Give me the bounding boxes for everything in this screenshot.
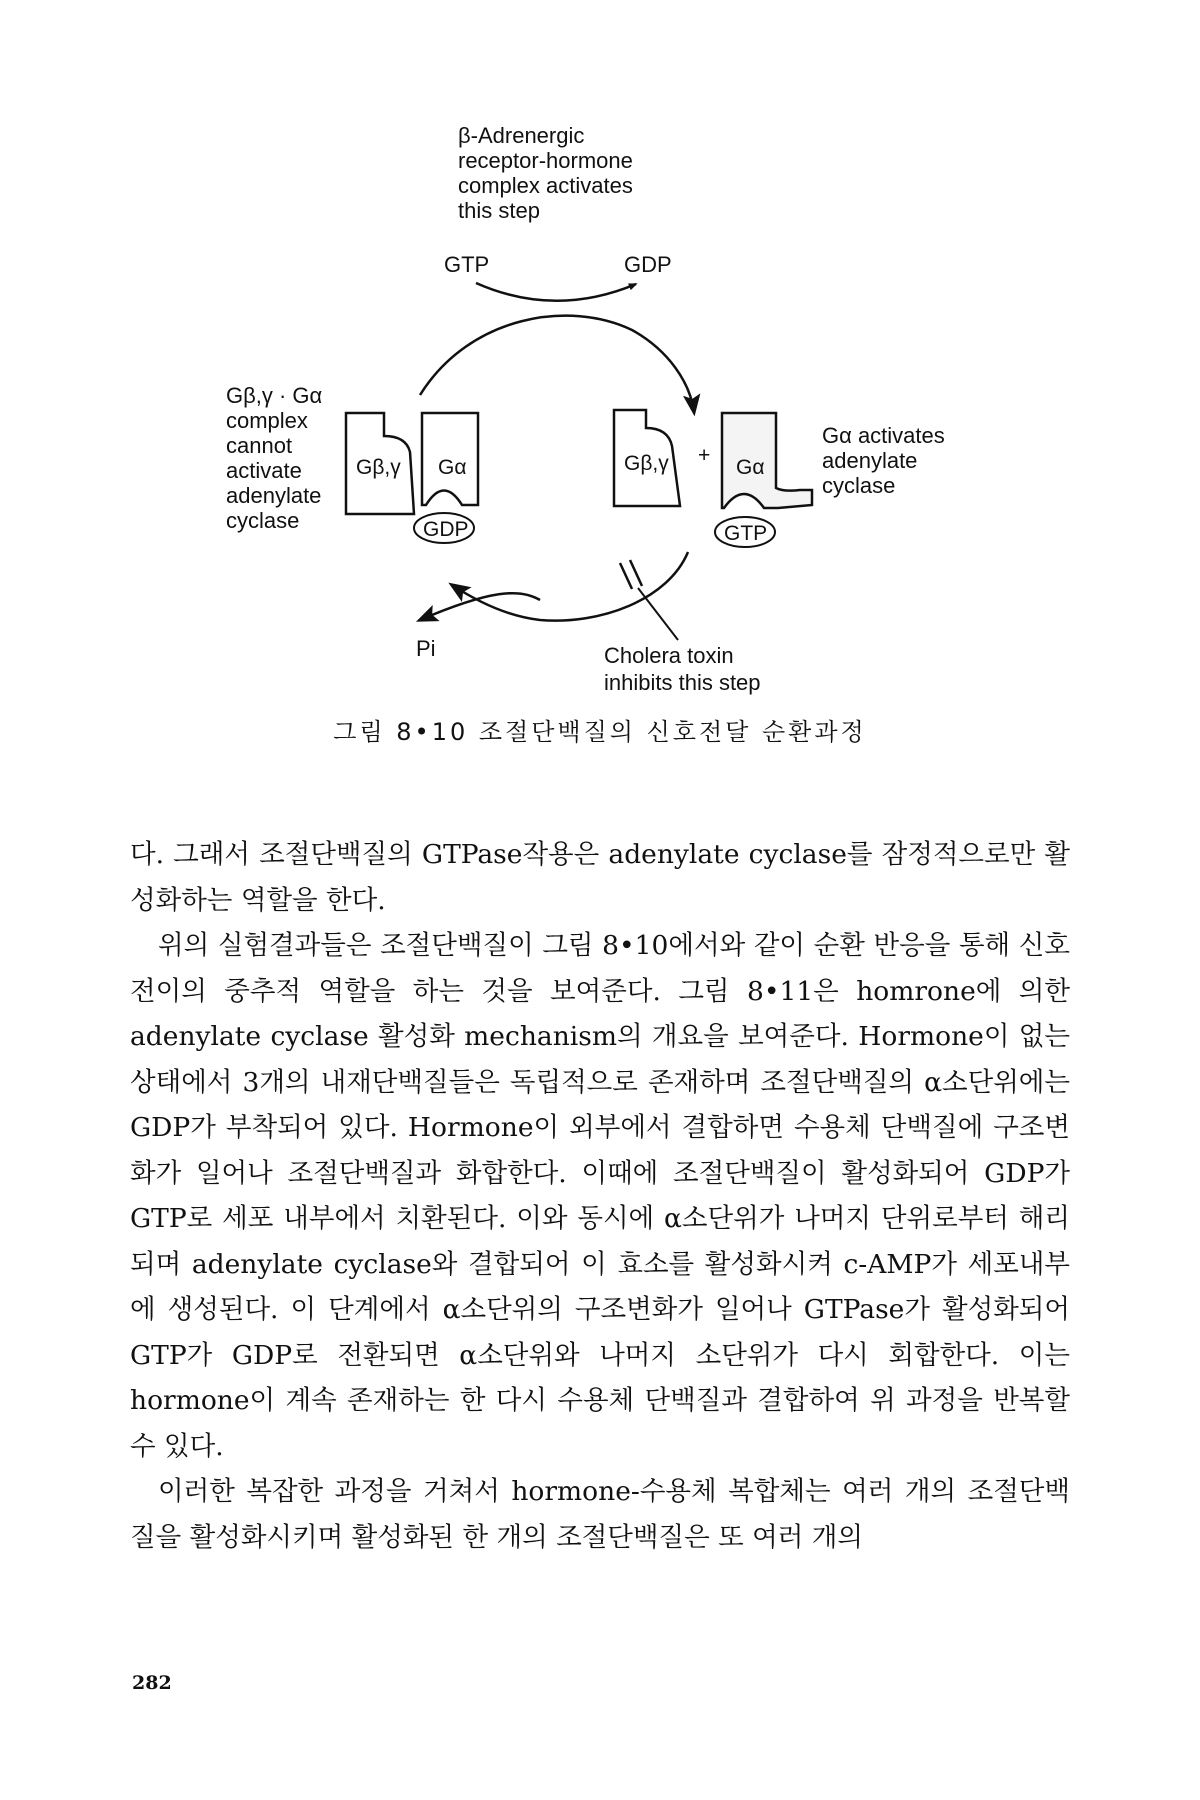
g-beta-gamma-label-left: Gβ,γ — [356, 456, 401, 479]
plus-sign: + — [698, 444, 711, 467]
active-g-protein-complex — [614, 410, 812, 547]
paragraph: 위의 실험결과들은 조절단백질이 그림 8•10에서와 같이 순환 반응을 통해 신호전이의 중추적 역할을 하는 것을 보여준다. 그림 8•11은 homrone에 의한 adenylate cyclase 활성화 mechanism의 개요을 보여준다. Hormone이 없는 상태에서 3개의 내재단백질들은 독립적으로 존재하며 조절단백질의 α소단위에는 GDP가 부착되어 있다. Hormone이 외부에서 결합하면 수용체 단백질에 구조변화가 일어나 조절단백질과 화합한다. 이때에 조절단백질이 활성화되어 GDP가 GTP로 세포 내부에서 치환된다. 이와 동시에 α소단위가 나머지 단위로부터 해리되며 adenylate cyclase와 결합되어 이 효소를 활성화시켜 c-AMP가 세포내부에 생성된다. 이 단계에서 α소단위의 구조변화가 일어나 GTPase가 활성화되어 GTP가 GDP로 전환되면 α소단위와 나머지 소단위가 다시 회합한다. 이는 hormone이 계속 존재하는 한 다시 수용체 단백질과 결합하여 위 과정을 반복할 수 있다. — [130, 930, 1070, 1462]
gtp-gdp-exchange-arrow — [476, 283, 636, 301]
right-annotation-line: Gα activates — [822, 423, 945, 448]
top-annotation-line: receptor-hormone — [458, 148, 633, 173]
paragraph: 다. 그래서 조절단백질의 GTPase작용은 adenylate cyclase를 잠정적으로만 활성화하는 역할을 한다. — [130, 839, 1070, 916]
inactive-g-protein-complex — [346, 413, 478, 543]
top-annotation-line: complex activates — [458, 173, 633, 198]
top-annotation-line: this step — [458, 198, 540, 223]
cycle-arc-hydrolysis — [452, 552, 688, 621]
right-annotation-line: cyclase — [822, 473, 896, 498]
figure-caption: 그림 8•10 조절단백질의 신호전달 순환과정 — [333, 718, 867, 746]
gtp-in-label: GTP — [444, 252, 490, 277]
bottom-annotation — [604, 643, 761, 695]
left-annotation — [226, 383, 323, 533]
g-alpha-label-left: Gα — [438, 456, 467, 479]
g-beta-gamma-label-right: Gβ,γ — [624, 452, 669, 475]
left-annotation-line: Gβ,γ · Gα — [226, 383, 323, 408]
left-annotation-line: cannot — [226, 433, 293, 458]
left-annotation-line: cyclase — [226, 508, 300, 533]
g-alpha-label-right: Gα — [736, 456, 765, 479]
gdp-out-label: GDP — [624, 252, 672, 277]
bottom-annotation-line: inhibits this step — [604, 670, 761, 695]
right-annotation-line: adenylate — [822, 448, 918, 473]
top-annotation — [458, 123, 633, 223]
top-annotation-line: β-Adrenergic — [458, 123, 585, 148]
gtp-bound-label: GTP — [724, 522, 768, 545]
left-annotation-line: complex — [226, 408, 308, 433]
cholera-toxin-pointer — [638, 588, 678, 640]
left-annotation-line: adenylate — [226, 483, 322, 508]
bottom-annotation-line: Cholera toxin — [604, 643, 734, 668]
right-annotation — [822, 423, 945, 498]
cholera-toxin-block-mark — [620, 560, 642, 589]
page-number: 282 — [132, 1672, 172, 1694]
g-protein-cycle-diagram — [0, 0, 1200, 800]
pi-label: Pi — [416, 636, 436, 661]
body-text — [130, 832, 1070, 1560]
cycle-arc-activation — [420, 316, 694, 412]
left-annotation-line: activate — [226, 458, 302, 483]
paragraph: 이러한 복잡한 과정을 거쳐서 hormone-수용체 복합체는 여러 개의 조절단백질을 활성화시키며 활성화된 한 개의 조절단백질은 또 여러 개의 — [130, 1476, 1070, 1553]
gdp-bound-label: GDP — [423, 518, 469, 541]
